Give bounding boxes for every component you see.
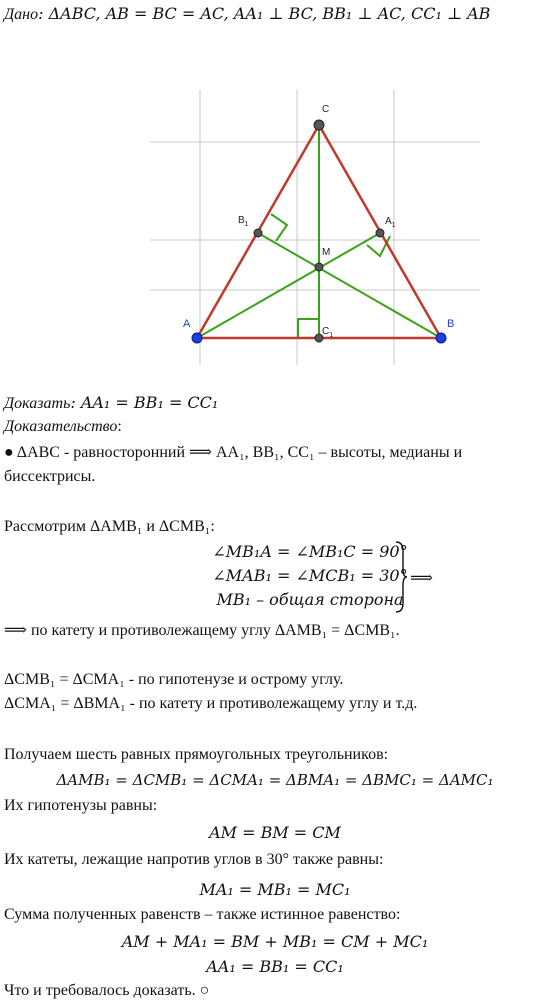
vertex-a-point: [192, 333, 202, 343]
prove-statement: : AA₁ = BB₁ = CC₁: [70, 393, 219, 412]
system-row-3: MB₁ – общая сторона: [216, 590, 404, 609]
system-arrow: ⟹: [410, 570, 433, 587]
point-b1: [254, 229, 262, 237]
prove-label: Доказать: [4, 395, 71, 412]
label-c1: $C_1$: [322, 326, 334, 339]
sum-equation: AM + MA₁ = BM + MB₁ = CM + MC₁: [121, 932, 429, 951]
label-c: C: [322, 104, 330, 115]
consider-line: Рассмотрим ΔAMB₁ и ΔCMB₁:: [4, 518, 215, 535]
vertex-c-point: [314, 120, 324, 130]
triangle-figure: [150, 90, 480, 365]
label-b: B: [447, 318, 455, 330]
six-triangles-equation: ΔAMB₁ = ΔCMB₁ = ΔCMA₁ = ΔBMA₁ = ΔBMC₁ = ΔAMC₁: [56, 771, 494, 789]
proof-bullet: ● ΔABC - равносторонний ⟹ AA₁, BB₁, CC₁ – высоты, медианы и: [4, 444, 463, 461]
proof-colon: :: [117, 418, 122, 435]
conclusion-1: ⟹ по катету и противолежащему углу ΔAMB₁ = ΔCMB₁.: [4, 622, 400, 639]
hypotenuse-equation: AM = BM = CM: [209, 823, 341, 842]
proof-heading: [4, 418, 122, 436]
given-line: [4, 4, 490, 24]
altitude-aa1: [197, 233, 380, 338]
six-triangles-title: Получаем шесть равных прямоугольных треугольников:: [4, 746, 389, 763]
point-a1: [376, 229, 384, 237]
final-equation: AA₁ = BB₁ = CC₁: [206, 957, 344, 976]
label-a: A: [183, 318, 191, 330]
proof-label: Доказательство: [4, 418, 118, 435]
label-b1: $B_1$: [238, 215, 249, 228]
altitude-bb1: [258, 233, 441, 338]
system-row-1: ∠MB₁A = ∠MB₁C = 90°: [212, 542, 408, 561]
right-brace-icon: [394, 541, 408, 613]
legs-equation: MA₁ = MB₁ = MC₁: [199, 880, 351, 899]
given-label: Дано: [4, 6, 39, 23]
hypotenuse-title: Их гипотенузы равны:: [4, 797, 158, 814]
equality-2: ΔCMB₁ = ΔCMA₁ - по гипотенузе и острому углу.: [4, 671, 344, 688]
qed-line: Что и требовалось доказать. ○: [4, 982, 210, 999]
proof-bullet-cont: биссектрисы.: [4, 468, 96, 485]
equality-3: ΔCMA₁ = ΔBMA₁ - по катету и противолежащему углу и т.д.: [4, 695, 418, 712]
right-angle-b1: [271, 214, 287, 241]
system-row-2: ∠MAB₁ = ∠MCB₁ = 30°: [212, 566, 408, 585]
label-a1: $A_1$: [385, 216, 396, 229]
point-m: [315, 263, 323, 271]
prove-line: [4, 393, 218, 413]
sum-title: Сумма полученных равенств – также истинное равенство:: [4, 906, 401, 923]
label-m: M: [322, 247, 331, 258]
given-statement: : ΔABC, AB = BC = AC, AA₁ ⊥ BC, BB₁ ⊥ AC, CC₁ ⊥ AB: [38, 4, 491, 23]
vertex-b-point: [436, 333, 446, 343]
legs-title: Их катеты, лежащие напротив углов в 30° также равны:: [4, 851, 384, 868]
